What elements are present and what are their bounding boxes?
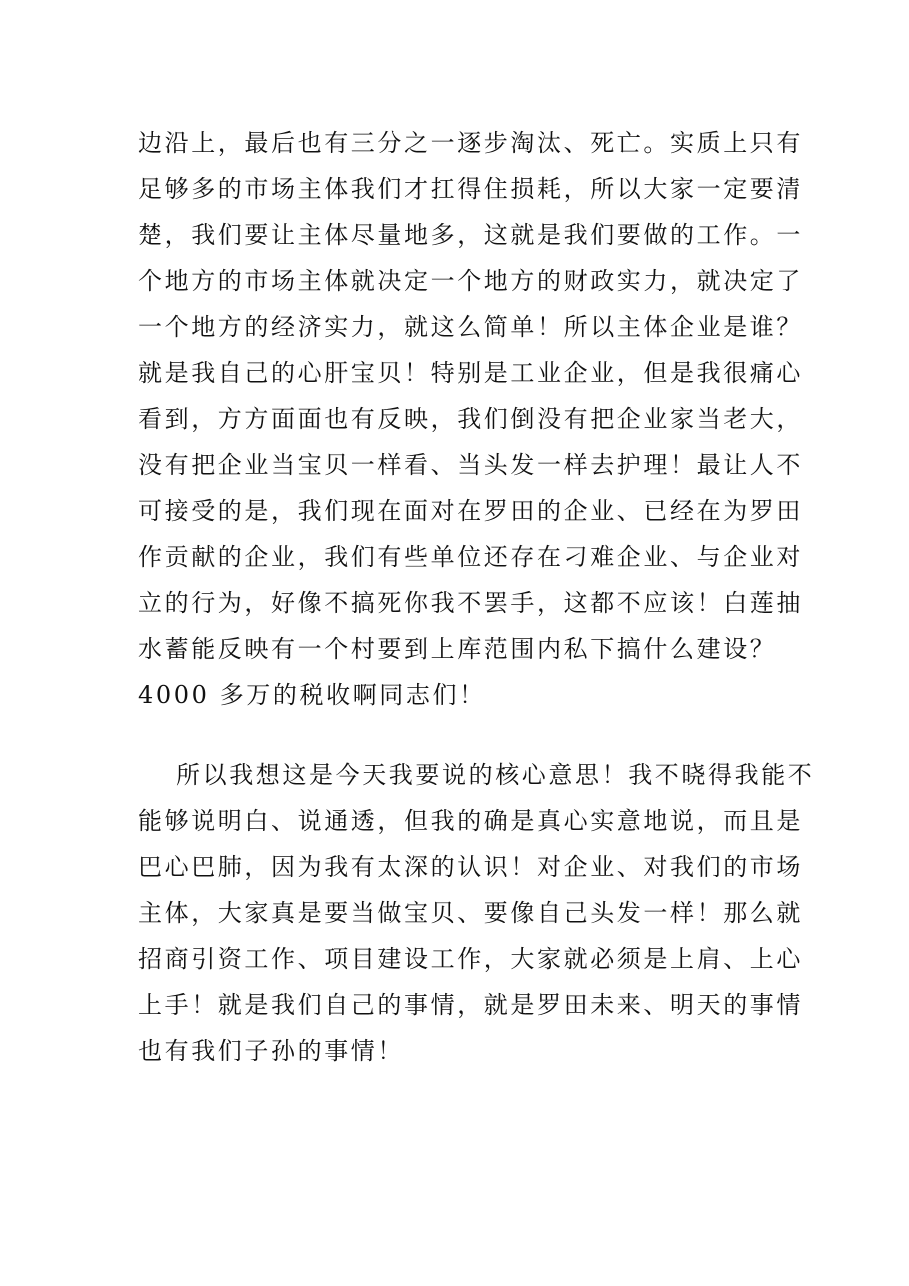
paragraph-2-line-3: 巴心巴肺，因为我有太深的认识！对企业、对我们的市场 — [138, 853, 803, 881]
paragraph-1-line-13: 4000 多万的税收啊同志们！ — [138, 681, 486, 709]
paragraph-1-line-7: 看到，方方面面也有反映，我们倒没有把企业家当老大， — [138, 405, 803, 433]
paragraph-2 — [138, 752, 815, 1074]
paragraph-1-line-8: 没有把企业当宝贝一样看、当头发一样去护理！最让人不 — [138, 451, 803, 479]
paragraph-2-line-2: 能够说明白、说通透，但我的确是真心实意地说，而且是 — [138, 807, 803, 835]
paragraph-1-line-4: 个地方的市场主体就决定一个地方的财政实力，就决定了 — [138, 267, 803, 295]
paragraph-1 — [138, 120, 803, 718]
paragraph-1-line-2: 足够多的市场主体我们才扛得住损耗，所以大家一定要清 — [138, 175, 803, 203]
paragraph-2-line-7: 也有我们子孙的事情！ — [138, 1037, 404, 1065]
paragraph-2-line-5: 招商引资工作、项目建设工作，大家就必须是上肩、上心 — [138, 945, 803, 973]
paragraph-1-line-5: 一个地方的经济实力，就这么简单！所以主体企业是谁？ — [138, 313, 803, 341]
paragraph-1-line-1: 边沿上，最后也有三分之一逐步淘汰、死亡。实质上只有 — [138, 129, 803, 157]
paragraph-1-line-11: 立的行为，好像不搞死你我不罢手，这都不应该！白莲抽 — [138, 589, 803, 617]
paragraph-1-line-9: 可接受的是，我们现在面对在罗田的企业、已经在为罗田 — [138, 497, 803, 525]
paragraph-1-line-6: 就是我自己的心肝宝贝！特别是工业企业，但是我很痛心 — [138, 359, 803, 387]
paragraph-1-line-3: 楚，我们要让主体尽量地多，这就是我们要做的工作。一 — [138, 221, 803, 249]
paragraph-1-line-12: 水蓄能反映有一个村要到上库范围内私下搞什么建设？ — [138, 635, 777, 663]
paragraph-2-line-6: 上手！就是我们自己的事情，就是罗田未来、明天的事情 — [138, 991, 803, 1019]
paragraph-2-line-1: 所以我想这是今天我要说的核心意思！我不晓得我能不 — [176, 761, 815, 789]
paragraph-2-line-4: 主体，大家真是要当做宝贝、要像自己头发一样！那么就 — [138, 899, 803, 927]
paragraph-1-line-10: 作贡献的企业，我们有些单位还存在刁难企业、与企业对 — [138, 543, 803, 571]
